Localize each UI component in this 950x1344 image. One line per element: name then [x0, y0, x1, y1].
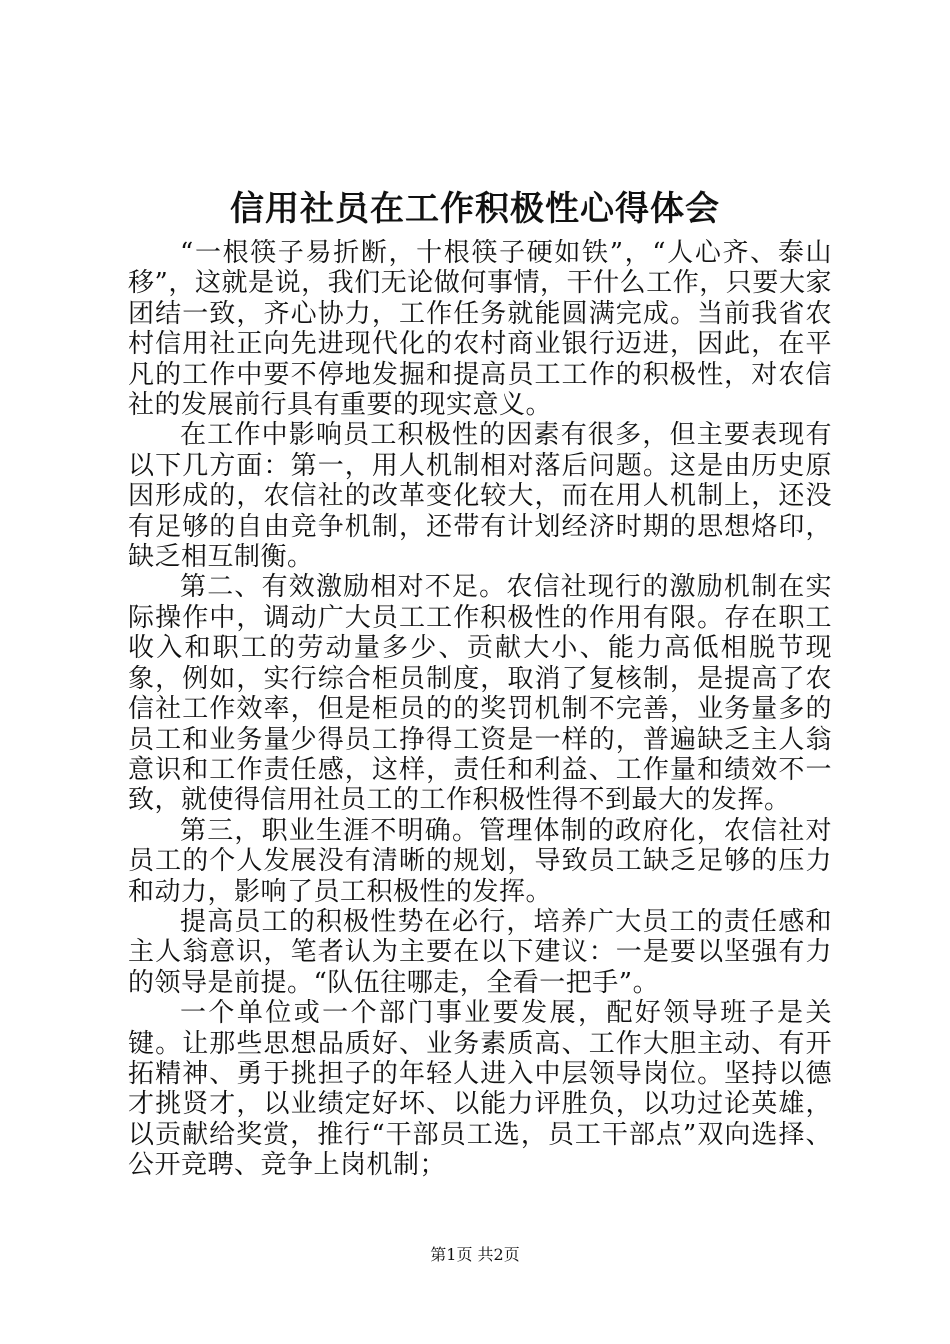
- paragraph-4: 第三，职业生涯不明确。管理体制的政府化，农信社对员工的个人发展没有清晰的规划，导致员工缺乏足够的压力和动力，影响了员工积极性的发挥。: [128, 815, 832, 907]
- paragraph-3: 第二、有效激励相对不足。农信社现行的激励机制在实际操作中，调动广大员工工作积极性的作用有限。存在职工收入和职工的劳动量多少、贡献大小、能力高低相脱节现象，例如，实行综合柜员制度，取消了复核制，是提高了农信社工作效率，但是柜员的的奖罚机制不完善，业务量多的员工和业务量少得员工挣得工资是一样的，普遍缺乏主人翁意识和工作责任感，这样，责任和利益、工作量和绩效不一致，就使得信用社员工的工作积极性得不到最大的发挥。: [128, 572, 832, 816]
- paragraph-6: 一个单位或一个部门事业要发展，配好领导班子是关键。让那些思想品质好、业务素质高、工作大胆主动、有开拓精神、勇于挑担子的年轻人进入中层领导岗位。坚持以德才挑贤才，以业绩定好坏、以能力评胜负，以功过论英雄，以贡献给奖赏，推行“干部员工选，员工干部点”双向选择、公开竞聘、竞争上岗机制；: [128, 998, 832, 1181]
- document-body: [128, 238, 832, 1181]
- paragraph-1: “一根筷子易折断，十根筷子硬如铁”，“人心齐、泰山移”，这就是说，我们无论做何事情，干什么工作，只要大家团结一致，齐心协力，工作任务就能圆满完成。当前我省农村信用社正向先进现代化的农村商业银行迈进，因此，在平凡的工作中要不停地发掘和提高员工工作的积极性，对农信社的发展前行具有重要的现实意义。: [128, 238, 832, 421]
- paragraph-5: 提高员工的积极性势在必行，培养广大员工的责任感和主人翁意识，笔者认为主要在以下建议：一是要以坚强有力的领导是前提。“队伍往哪走，全看一把手”。: [128, 906, 832, 998]
- page-footer: 第1页 共2页: [430, 1245, 520, 1264]
- paragraph-2: 在工作中影响员工积极性的因素有很多，但主要表现有以下几方面：第一，用人机制相对落后问题。这是由历史原因形成的，农信社的改革变化较大，而在用人机制上，还没有足够的自由竞争机制，还带有计划经济时期的思想烙印，缺乏相互制衡。: [128, 420, 832, 573]
- page-title: 信用社员在工作积极性心得体会: [230, 189, 720, 229]
